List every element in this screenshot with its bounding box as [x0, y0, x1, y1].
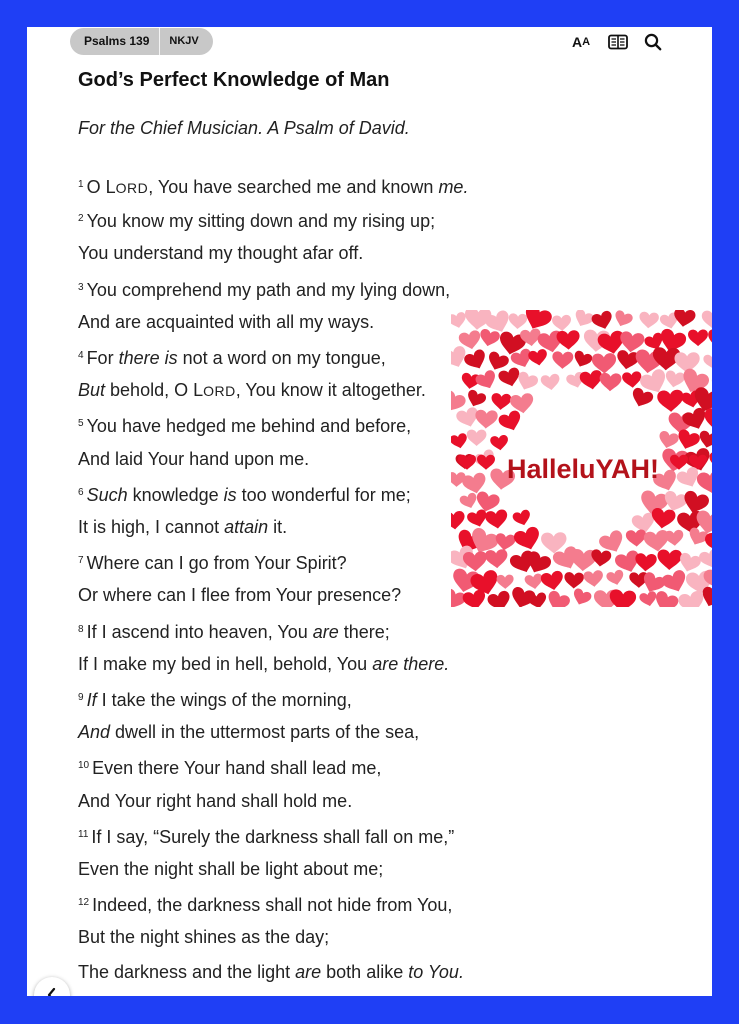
verse-text-run: Or where can I flee from Your presence? [78, 585, 402, 606]
heart-shape [556, 330, 580, 350]
section-heading: God’s Perfect Knowledge of Man [78, 69, 390, 91]
verse-line[interactable] [78, 310, 374, 334]
verse-text-run: are there. [372, 653, 450, 674]
verse-line-5[interactable] [78, 412, 411, 436]
image-caption: HalleluYAH! [506, 454, 660, 484]
heart-shape [635, 553, 657, 572]
verse-number: 7 [78, 555, 84, 567]
verse-line[interactable] [78, 447, 309, 471]
verse-number: 1 [78, 179, 84, 190]
verse-number: 9 [78, 692, 84, 703]
verse-text-run: Indeed, the darkness shall not hide from You, [92, 895, 453, 916]
book-version-selector[interactable] [70, 28, 213, 55]
previous-chapter-button[interactable] [34, 977, 70, 996]
verse-text-run: And laid Your hand upon me. [78, 448, 310, 469]
verse-line[interactable] [78, 241, 363, 265]
heart-shape [615, 349, 640, 371]
heart-shape [524, 573, 544, 590]
verse-number: 11 [78, 828, 89, 840]
verse-number: 2 [78, 213, 84, 225]
heart-shape [703, 353, 712, 369]
verse-text-run: not a word on my tongue, [177, 348, 386, 368]
verse-line-8[interactable] [78, 618, 390, 642]
heart-shape [664, 370, 686, 389]
hearts-graphic [451, 310, 712, 607]
heart-shape [626, 529, 647, 547]
verse-text-run: to You. [408, 961, 464, 982]
heart-shape [552, 315, 572, 332]
heart-shape [463, 551, 488, 572]
heart-shape [552, 351, 573, 369]
heart-shape [484, 509, 508, 530]
verse-text-run: both alike [321, 961, 409, 982]
heart-shape [564, 572, 584, 589]
heart-shape [451, 510, 466, 530]
heart-shape [657, 549, 682, 570]
verse-text-run: You understand my thought afar off. [78, 243, 364, 264]
heart-shape [465, 389, 488, 410]
verse-text-run: You comprehend my path and my lying down, [86, 279, 451, 300]
heart-shape [702, 311, 712, 329]
heart-shape [599, 373, 622, 392]
heart-shape [496, 575, 513, 590]
verse-text-run: , You have searched me and known [148, 177, 439, 197]
halleluyah-hearts-image [451, 310, 712, 607]
verse-line[interactable] [78, 720, 419, 744]
heart-shape [657, 430, 680, 450]
heart-shape [486, 590, 512, 607]
heart-shape [474, 369, 499, 392]
verse-text-run: knowledge [127, 484, 224, 505]
verse-line-3[interactable] [78, 276, 450, 300]
heart-shape [570, 587, 592, 607]
heart-shape [497, 409, 524, 434]
verse-line-7[interactable] [78, 549, 347, 573]
verse-line[interactable] [78, 857, 383, 881]
text-size-icon[interactable] [569, 31, 593, 53]
verse-text-run: For [86, 348, 119, 368]
verse-text-run: too wonderful for me; [236, 484, 411, 505]
verse-text-run: If I make my bed in hell, behold, You [78, 653, 373, 674]
heart-shape [639, 591, 659, 607]
heart-shape [660, 568, 690, 595]
verse-line[interactable] [78, 515, 287, 539]
search-icon[interactable] [642, 31, 664, 53]
verse-text-run: , You know it altogether. [235, 380, 426, 401]
verse-text-run: You know my sitting down and my rising up; [86, 211, 436, 232]
verse-text-run: Where can I go from Your Spirit? [86, 553, 347, 574]
heart-shape [485, 549, 509, 569]
reader-mode-icon[interactable] [607, 31, 629, 53]
verse-line[interactable] [78, 925, 329, 949]
verse-line-2[interactable] [78, 207, 435, 231]
verse-line-9[interactable] [78, 686, 352, 710]
heart-shape [664, 529, 684, 546]
verse-text-run: But the night shines as the day; [78, 927, 330, 948]
heart-shape [622, 371, 643, 389]
verse-text-run: there; [338, 621, 390, 642]
heart-shape [544, 589, 571, 607]
verse-text-run: And [78, 722, 111, 743]
verse-text-run: And Your right hand shall hold me. [78, 790, 353, 811]
heart-shape [612, 310, 634, 329]
verse-line[interactable] [78, 583, 401, 607]
verse-text-run: behold, O [105, 380, 194, 401]
heart-shape [512, 509, 533, 528]
heart-shape [597, 529, 627, 557]
heart-shape [541, 532, 567, 554]
verse-line-11[interactable] [78, 823, 454, 847]
heart-shape [485, 350, 510, 373]
verse-text-run: And are acquainted with all my ways. [78, 311, 375, 332]
verse-line[interactable] [78, 378, 426, 402]
divine-name: LORD [193, 380, 236, 401]
divine-name: LORD [105, 177, 149, 197]
verse-number: 3 [78, 281, 84, 293]
verse-line[interactable] [78, 789, 352, 813]
verse-line-1[interactable] [78, 173, 468, 197]
verse-text-run: It is high, I cannot [78, 517, 225, 537]
heart-shape [490, 434, 510, 451]
heart-shape [459, 492, 480, 511]
verse-text-run: there is [118, 348, 178, 368]
heart-shape [508, 313, 527, 329]
heart-shape [650, 507, 676, 530]
text-size-small-a: A [582, 36, 591, 48]
verse-line[interactable] [78, 960, 464, 984]
heart-shape [710, 370, 712, 394]
verse-number: 10 [78, 760, 90, 772]
heart-shape [451, 433, 469, 451]
heart-shape [698, 547, 712, 570]
version-button[interactable]: NKJV [169, 35, 199, 47]
heart-shape [540, 570, 565, 592]
verse-text-run: attain [224, 517, 269, 537]
verse-text-run: Even there Your hand shall lead me, [92, 758, 382, 779]
chevron-left-icon [46, 987, 58, 996]
psalm-superscription: For the Chief Musician. A Psalm of David. [78, 118, 410, 138]
verse-text-run: You have hedged me behind and before, [86, 416, 412, 437]
verse-number: 5 [78, 418, 84, 430]
heart-shape [651, 589, 680, 607]
verse-text-run: are [295, 961, 322, 982]
heart-shape [710, 492, 712, 510]
book-chapter-button[interactable]: Psalms 139 [84, 34, 150, 48]
heart-shape [512, 525, 543, 553]
verse-text-run: But [78, 380, 106, 401]
verse-number: 8 [78, 623, 84, 635]
verse-line-4[interactable] [78, 344, 386, 368]
verse-line[interactable] [78, 652, 449, 676]
text-size-big-a: A [571, 34, 583, 50]
heart-shape [638, 311, 659, 329]
verse-line-6[interactable] [78, 481, 411, 505]
heart-shape [467, 430, 487, 446]
verse-text-run: are [312, 621, 339, 642]
verse-text-run: The darkness and the light [78, 961, 296, 982]
verse-text-run: I take the wings of the morning, [96, 690, 352, 710]
verse-number: 12 [78, 897, 90, 909]
heart-shape [657, 389, 684, 412]
heart-shape [696, 469, 712, 496]
verse-text-run: it. [268, 517, 288, 537]
heart-shape [528, 348, 549, 367]
verse-text-run: Even the night shall be light about me; [78, 859, 384, 879]
heart-shape [475, 409, 498, 429]
verse-number: 4 [78, 350, 84, 361]
verse-number: 6 [78, 486, 84, 498]
verse-text-run: me. [438, 177, 469, 197]
heart-shape [463, 348, 490, 373]
heart-shape [540, 373, 561, 391]
verse-text-run: is [223, 484, 237, 505]
heart-shape [494, 533, 516, 552]
verse-text-run: If [86, 690, 97, 710]
verse-text-run: O [86, 177, 106, 197]
heart-shape [491, 393, 512, 411]
heart-shape [583, 570, 604, 588]
heart-shape [572, 310, 595, 330]
heart-shape [478, 328, 501, 348]
heart-shape [590, 310, 615, 332]
heart-shape [606, 569, 626, 587]
reader-page [27, 27, 712, 996]
verse-text-run: Such [86, 484, 128, 505]
heart-shape [474, 490, 501, 514]
verse-text-run: If I ascend into heaven, You [86, 621, 313, 642]
heart-shape [688, 329, 708, 346]
verse-text-run: dwell in the uttermost parts of the sea, [110, 722, 420, 743]
verse-text-run: If I say, “Surely the darkness shall fall on me,” [91, 826, 455, 847]
verse-line-12[interactable] [78, 891, 452, 915]
heart-shape [571, 350, 593, 370]
top-bar [27, 27, 712, 57]
heart-shape [590, 549, 612, 568]
verse-line-10[interactable] [78, 754, 381, 778]
